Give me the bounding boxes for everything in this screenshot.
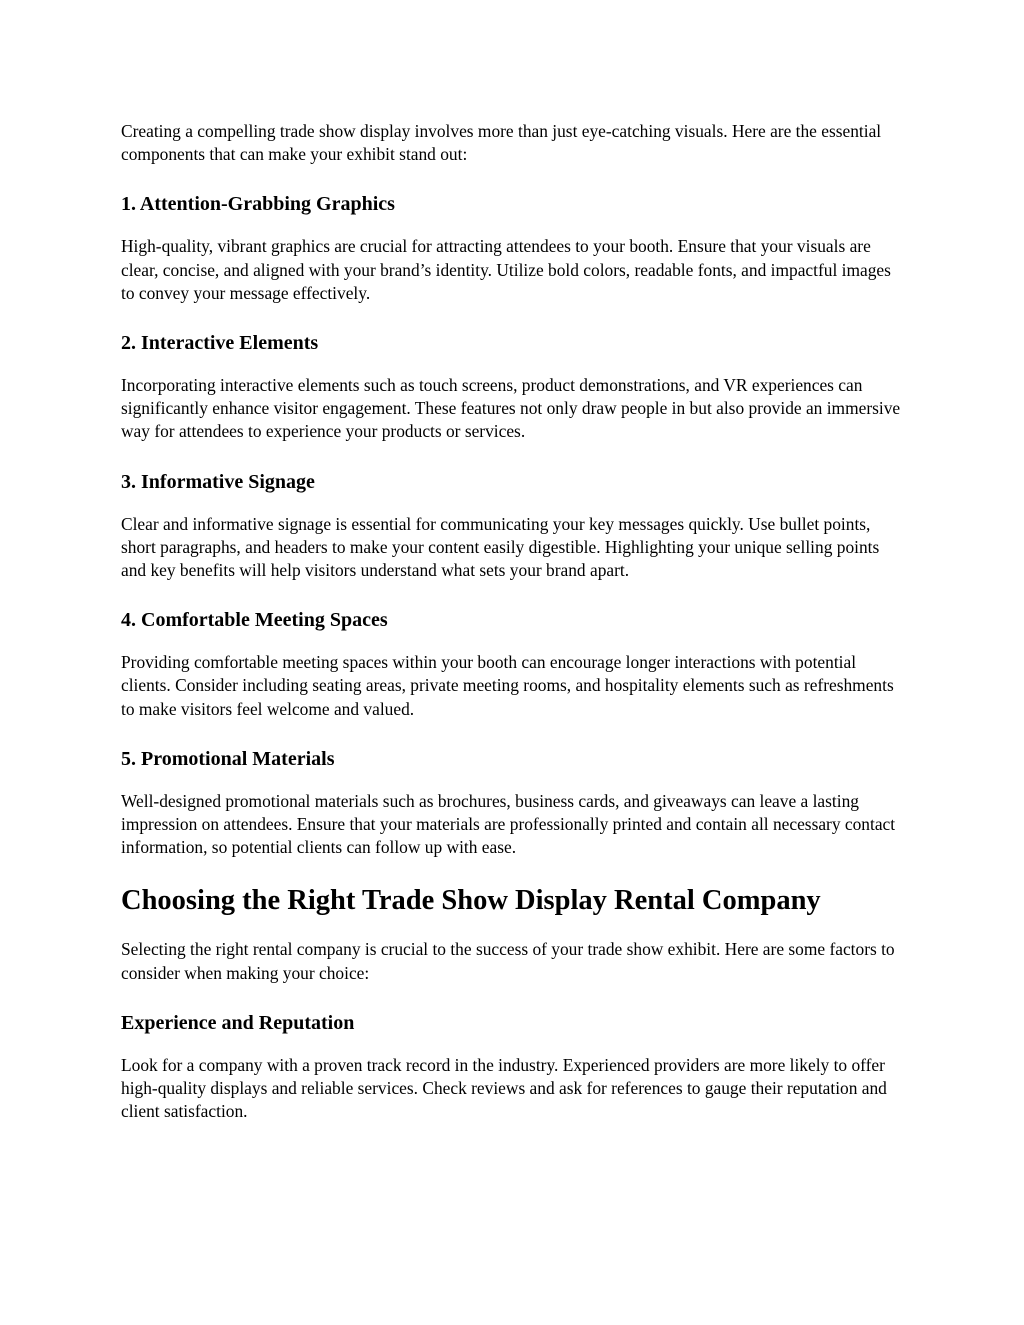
intro-paragraph: Creating a compelling trade show display involves more than just eye-catching visuals. Here are the essential components that can make your exhibit stand out: xyxy=(121,121,882,165)
section-heading-experience: Experience and Reputation xyxy=(121,1011,355,1034)
section-body-meeting-spaces: Providing comfortable meeting spaces within your booth can encourage longer interactions with potential clients. Consider including seating areas, private meeting rooms, and hospitality elements such as refreshments to make visitors feel welcome and valued. xyxy=(121,652,894,719)
section-heading-interactive: 2. Interactive Elements xyxy=(121,332,319,355)
section-body-signage: Clear and informative signage is essential for communicating your key messages quickly. Use bullet points, short paragraphs, and headers to make your content easily digestible. Highlighting your unique selling points and key benefits will help visitors understand what sets your brand apart. xyxy=(121,513,880,581)
document-page xyxy=(121,120,906,1123)
section-heading-signage: 3. Informative Signage xyxy=(121,470,315,493)
section-body-promotional: Well-designed promotional materials such as brochures, business cards, and giveaways can leave a lasting impression on attendees. Ensure that your materials are professionally printed and contain all necessary contact information, so potential clients can follow up with ease. xyxy=(121,790,896,858)
choosing-title: Choosing the Right Trade Show Display Rental Company xyxy=(121,885,821,917)
section-heading-promotional: 5. Promotional Materials xyxy=(121,747,335,770)
section-body-interactive: Incorporating interactive elements such as touch screens, product demonstrations, and VR experiences can significantly enhance visitor engagement. These features not only draw people in but also provide an immersive way for attendees to experience your products or services. xyxy=(121,375,901,442)
section-heading-graphics: 1. Attention-Grabbing Graphics xyxy=(121,193,395,216)
section-heading-meeting-spaces: 4. Comfortable Meeting Spaces xyxy=(121,609,388,632)
choosing-intro: Selecting the right rental company is crucial to the success of your trade show exhibit. Here are some factors to consider when making your choice: xyxy=(121,939,895,983)
section-body-graphics: High-quality, vibrant graphics are crucial for attracting attendees to your booth. Ensure that your visuals are clear, concise, and aligned with your brand’s identity. Utilize bold colors, readable fonts, and impactful images to convey your message effectively. xyxy=(121,236,891,303)
section-body-experience: Look for a company with a proven track record in the industry. Experienced providers are more likely to offer high-quality displays and reliable services. Check reviews and ask for references to gauge their reputation and client satisfaction. xyxy=(121,1054,887,1122)
